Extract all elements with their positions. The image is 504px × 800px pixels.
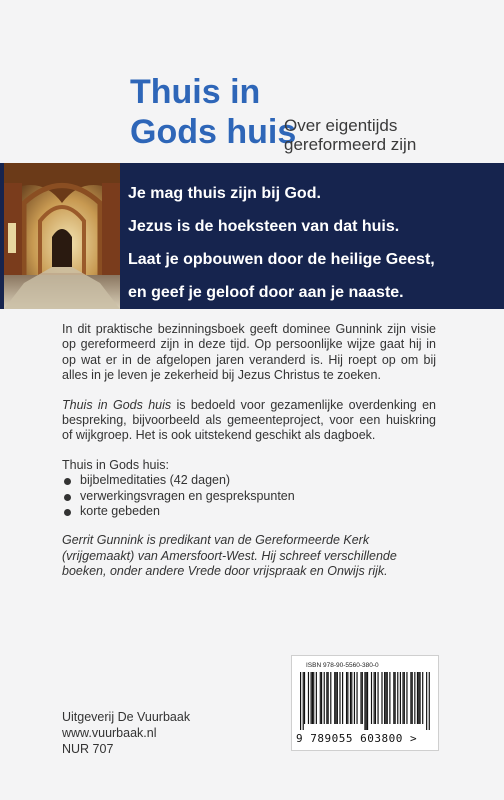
book-title-inline: Thuis in Gods huis — [62, 397, 172, 412]
publisher-website: www.vuurbaak.nl — [62, 726, 157, 740]
barcode-box — [291, 655, 439, 751]
contents-list-title: Thuis in Gods huis: — [62, 457, 169, 472]
bullet-icon — [64, 494, 71, 501]
book-subtitle — [284, 116, 416, 154]
quote-band — [0, 163, 504, 309]
quote-lines — [128, 177, 500, 309]
isbn-label: ISBN 978-90-5560-380-0 — [306, 662, 379, 669]
book-title-line-2: Gods huis — [130, 113, 297, 151]
quote-line-3: Laat je opbouwen door de heilige Geest, — [128, 251, 435, 268]
subtitle-line-2: gereformeerd zijn — [284, 135, 417, 154]
blurb-paragraph-2-text: is bedoeld voor gezamenlijke overdenking en bespreking, bijvoorbeeld als gemeenteproject, voor een huiskring of wijkgroep. Het is ook uitstekend geschikt als dagboek. — [62, 397, 436, 443]
list-item-text: bijbelmeditaties (42 dagen) — [80, 473, 231, 488]
cloister-photo — [4, 163, 120, 309]
contents-list — [62, 473, 436, 519]
blurb-text — [62, 322, 436, 580]
nur-code: NUR 707 — [62, 742, 114, 756]
list-item — [62, 489, 436, 504]
publisher-info — [62, 709, 190, 757]
author-note: Gerrit Gunnink is predikant van de Gereformeerde Kerk (vrijgemaakt) van Amersfoort-West. Hij schreef verschillende boeken, onder andere Vrede door vrijspraak en Onwijs rijk. — [62, 533, 397, 579]
bullet-icon — [64, 478, 71, 485]
quote-line-4: en geef je geloof door aan je naaste. — [128, 284, 404, 301]
barcode-digits: 9 789055 603800 > — [296, 732, 418, 745]
blurb-paragraph-2 — [62, 398, 436, 444]
list-item-text: verwerkingsvragen en gesprekspunten — [80, 488, 295, 503]
barcode-icon — [300, 672, 430, 730]
publisher-name: Uitgeverij De Vuurbaak — [62, 710, 191, 724]
bullet-icon — [64, 509, 71, 516]
cloister-illustration — [4, 163, 120, 309]
subtitle-line-1: Over eigentijds — [284, 116, 398, 135]
list-item — [62, 473, 436, 488]
blurb-paragraph-1: In dit praktische bezinningsboek geeft dominee Gunnink zijn visie op gereformeerd zijn in deze tijd. Op persoonlijke wijze gaat hij in op wat er in de afgelopen jaren veranderd is. Hij roept op om bij alles in je leven je zekerheid bij Jezus Christus te zoeken. — [62, 322, 436, 383]
quote-line-1: Je mag thuis zijn bij God. — [128, 185, 321, 202]
list-item-text: korte gebeden — [80, 504, 160, 519]
list-item — [62, 504, 436, 519]
quote-line-2: Jezus is de hoeksteen van dat huis. — [128, 218, 400, 235]
book-title-line-1: Thuis in — [130, 73, 261, 111]
